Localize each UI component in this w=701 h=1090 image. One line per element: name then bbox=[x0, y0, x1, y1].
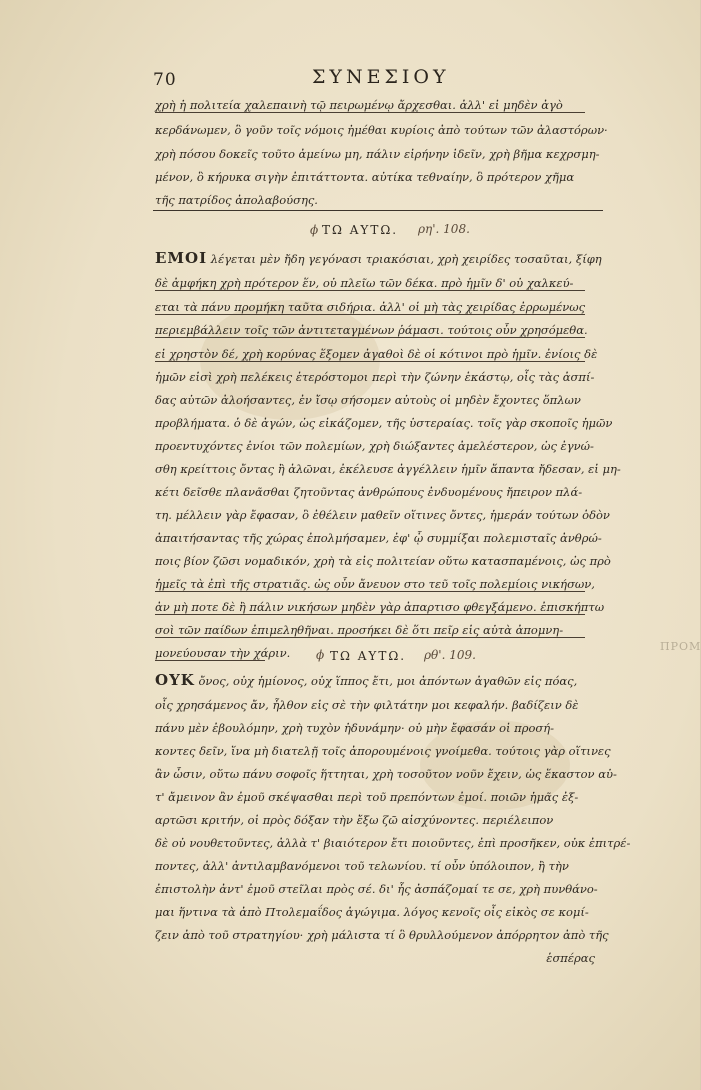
text-line: κέτι δεῖσθε πλανᾶσθαι ζητοῦντας ἀνθρώπους ἐνδυομένους ἤπειρον πλά- bbox=[155, 485, 583, 499]
text-line: ζειν ἀπὸ τοῦ στρατηγίου· χρὴ μάλιστα τί ὃ θρυλλούμενον ἀπόρρητον ἀπὸ τῆς bbox=[155, 928, 609, 942]
text-line: τη. μέλλειν γὰρ ἔφασαν, ὃ ἐθέλειν μαθεῖν οἵτινες ὄντες, ἡμεράν τούτων ὁδὸν bbox=[155, 508, 610, 522]
running-head: ΣΥΝΕΣΙΟΥ bbox=[312, 66, 450, 88]
text-line: ποις βίον ζῶσι νομαδικόν, χρὴ τὰ εἰς πολιτείαν οὕτω κατασπαμένοις, ὡς πρὸ bbox=[155, 554, 611, 568]
text-line: εται τὰ πάνυ προμήκη ταῦτα σιδήρια. ἀλλ' οἱ μὴ τὰς χειρίδας ἐρρωμένως bbox=[155, 299, 595, 315]
text-line: ἡμεῖς τὰ ἐπὶ τῆς στρατιᾶς. ὡς οὖν ἄνευον στο τεῦ τοῖς πολεμίοις νικήσων, bbox=[155, 577, 595, 591]
text-line: μονεύουσαν τὴν χάριν. bbox=[155, 646, 291, 660]
text-line: προβλήματα. ὁ δὲ ἀγών, ὡς εἰκάζομεν, τῆς ὑστεραίας. τοῖς γὰρ σκοποῖς ἡμῶν bbox=[155, 416, 613, 430]
text-line: κερδάνωμεν, ὃ γοῦν τοῖς νόμοις ἠμέθαι κυρίοις ἀπὸ τούτων τῶν ἀλαστόρων· bbox=[155, 123, 608, 137]
hand-mark: ϕ bbox=[316, 648, 325, 662]
letter-108-initial: ΕΜΟΙ bbox=[155, 249, 208, 267]
page-number: 70 bbox=[153, 70, 177, 90]
text-line: τ' ἄμεινον ἂν ἐμοῦ σκέψασθαι περὶ τοῦ πρεπόντων ἐμοί. ποιῶν ἡμᾶς ἐξ- bbox=[155, 790, 579, 804]
text-line: πάνυ μὲν ἐβουλόμην, χρὴ τυχὸν ἠδυνάμην· οὐ μὴν ἔφασάν οἱ προσή- bbox=[155, 721, 555, 735]
letter-108-title: ΤΩ ΑΥΤΩ. bbox=[322, 223, 399, 237]
text-line: δας αὐτῶν ἀλοήσαντες, ἐν ἴσῳ σήσομεν αὐτοὺς οἱ μηδὲν ἔχοντες ὅπλων bbox=[155, 393, 581, 407]
text-line: ποντες, ἀλλ' ἀντιλαμβανόμενοι τοῦ τελωνίου. τί οὖν ὑπόλοιπον, ἢ τὴν bbox=[155, 859, 569, 873]
text-line: δὲ ἀμφήκη χρὴ πρότερον ἕν, οὐ πλεῖω τῶν δέκα. πρὸ ἡμῖν δ' οὐ χαλκεύ- bbox=[155, 275, 595, 291]
text-line: χρὴ ἡ πολιτεία χαλεπαινὴ τῷ πειρωμένῳ ἄρχεσθαι. ἀλλ' εἰ μηδὲν ἀγὸ bbox=[155, 97, 595, 113]
text-line: δὲ οὐ νουθετοῦντες, ἀλλὰ τ' βιαιότερον ἔτι ποιοῦντες, ἐπὶ προσῆκεν, οὐκ ἐπιτρέ- bbox=[155, 836, 631, 850]
text-line bbox=[155, 249, 602, 267]
text-line: ἂν ὦσιν, οὕτω πάνυ σοφοῖς ἥττηται, χρὴ τοσοῦτον νοῦν ἔχειν, ὡς ἕκαστον αὐ- bbox=[155, 767, 617, 781]
text-line: ἐπιστολὴν ἀντ' ἐμοῦ στεῖλαι πρὸς σέ. δι' ἧς ἀσπάζομαί τε σε, χρὴ πυνθάνο- bbox=[155, 882, 598, 896]
letter-109-title: ΤΩ ΑΥΤΩ. bbox=[330, 649, 407, 663]
text-line: περιεμβάλλειν τοῖς τῶν ἀντιτεταγμένων ῥάμασι. τούτοις οὖν χρησόμεθα. bbox=[155, 322, 595, 338]
text-line: τῆς πατρίδος ἀπολαβούσης. bbox=[155, 193, 318, 207]
text-line: σθη κρείττοις ὄντας ἢ ἁλῶναι, ἐκέλευσε ἀγγέλλειν ἡμῖν ἅπαντα ἤδεσαν, εἰ μη- bbox=[155, 462, 621, 476]
letter-109-number: ρθ'. 109. bbox=[424, 648, 476, 662]
letter-109-initial: ΟΥΚ bbox=[155, 671, 195, 689]
text-line bbox=[155, 672, 595, 689]
section-rule bbox=[153, 210, 603, 211]
text-line: ἀν μὴ ποτε δὲ ἢ πάλιν νικήσων μηδὲν γὰρ ἀπαρτισο φθεγξάμενο. ἐπισκήπτω bbox=[155, 600, 605, 614]
text-line: μαι ἥντινα τὰ ἀπὸ Πτολεμαΐδος ἀγώγιμα. λόγος κενοῖς οἷς εἰκὸς σε κομί- bbox=[155, 905, 589, 919]
text-line: μένον, ὃ κήρυκα σιγὴν ἐπιτάττοντα. αὐτίκα τεθναίην, ὃ πρότερον χῆμα bbox=[155, 170, 575, 184]
text-line-content: ὄνος, οὐχ ἡμίονος, οὐχ ἵππος ἔτι, μοι ἀπόντων ἀγαθῶν εἰς πόας, bbox=[198, 674, 578, 688]
text-line: χρὴ πόσου δοκεῖς τοῦτο ἀμείνω μη, πάλιν εἰρήνην ἰδεῖν, χρὴ βῆμα κεχρσμη- bbox=[155, 147, 600, 161]
text-line: οἷς χρησάμενος ἄν, ἦλθον εἰς σὲ τὴν φιλτάτην μοι κεφαλήν. βαδίζειν δὲ bbox=[155, 698, 579, 712]
text-line: ἡμῶν εἰσὶ χρὴ πελέκεις ἑτερόστομοι περὶ τὴν ζώνην ἑκάστῳ, οἷς τὰς ἀσπί- bbox=[155, 370, 595, 384]
text-line: ἀπαιτήσαντας τῆς χώρας ἐπολμήσαμεν, ἐφ' ᾧ συμμίξαι πολεμισταῖς ἀνθρώ- bbox=[155, 531, 602, 545]
letter-108-number: ρη'. 108. bbox=[418, 222, 470, 236]
text-line: κοντες δεῖν, ἵνα μὴ διατελῇ τοῖς ἀπορουμένοις γνοίμεθα. τούτοις γὰρ οἵτινες bbox=[155, 744, 611, 758]
catchword: ἑσπέρας bbox=[546, 951, 595, 965]
text-line: εἰ χρηστὸν δέ, χρὴ κορύνας ἕξομεν ἀγαθοὶ δὲ οἱ κότινοι πρὸ ἡμῖν. ἐνίοις δὲ bbox=[155, 347, 598, 361]
text-line: σοὶ τῶν παίδων ἐπιμεληθῆναι. προσήκει δὲ ὅτι πεῖρ εἰς αὐτὰ ἀπομνη- bbox=[155, 622, 595, 638]
text-line-content: λέγεται μὲν ἤδη γεγόνασι τριακόσιαι, χρὴ χειρίδες τοσαῦται, ξίφη bbox=[210, 252, 602, 266]
margin-fragment: ΠΡΟΜ bbox=[660, 640, 701, 653]
text-line: προεντυχόντες ἐνίοι τῶν πολεμίων, χρὴ διώξαντες ἀμελέστερον, ὡς ἐγνώ- bbox=[155, 439, 594, 453]
hand-mark: ϕ bbox=[310, 223, 319, 237]
text-line: αρτῶσι κριτήν, οἱ πρὸς δόξαν τὴν ἔξω ζῶ αἰσχύνοντες. περιέλειπον bbox=[155, 813, 554, 827]
